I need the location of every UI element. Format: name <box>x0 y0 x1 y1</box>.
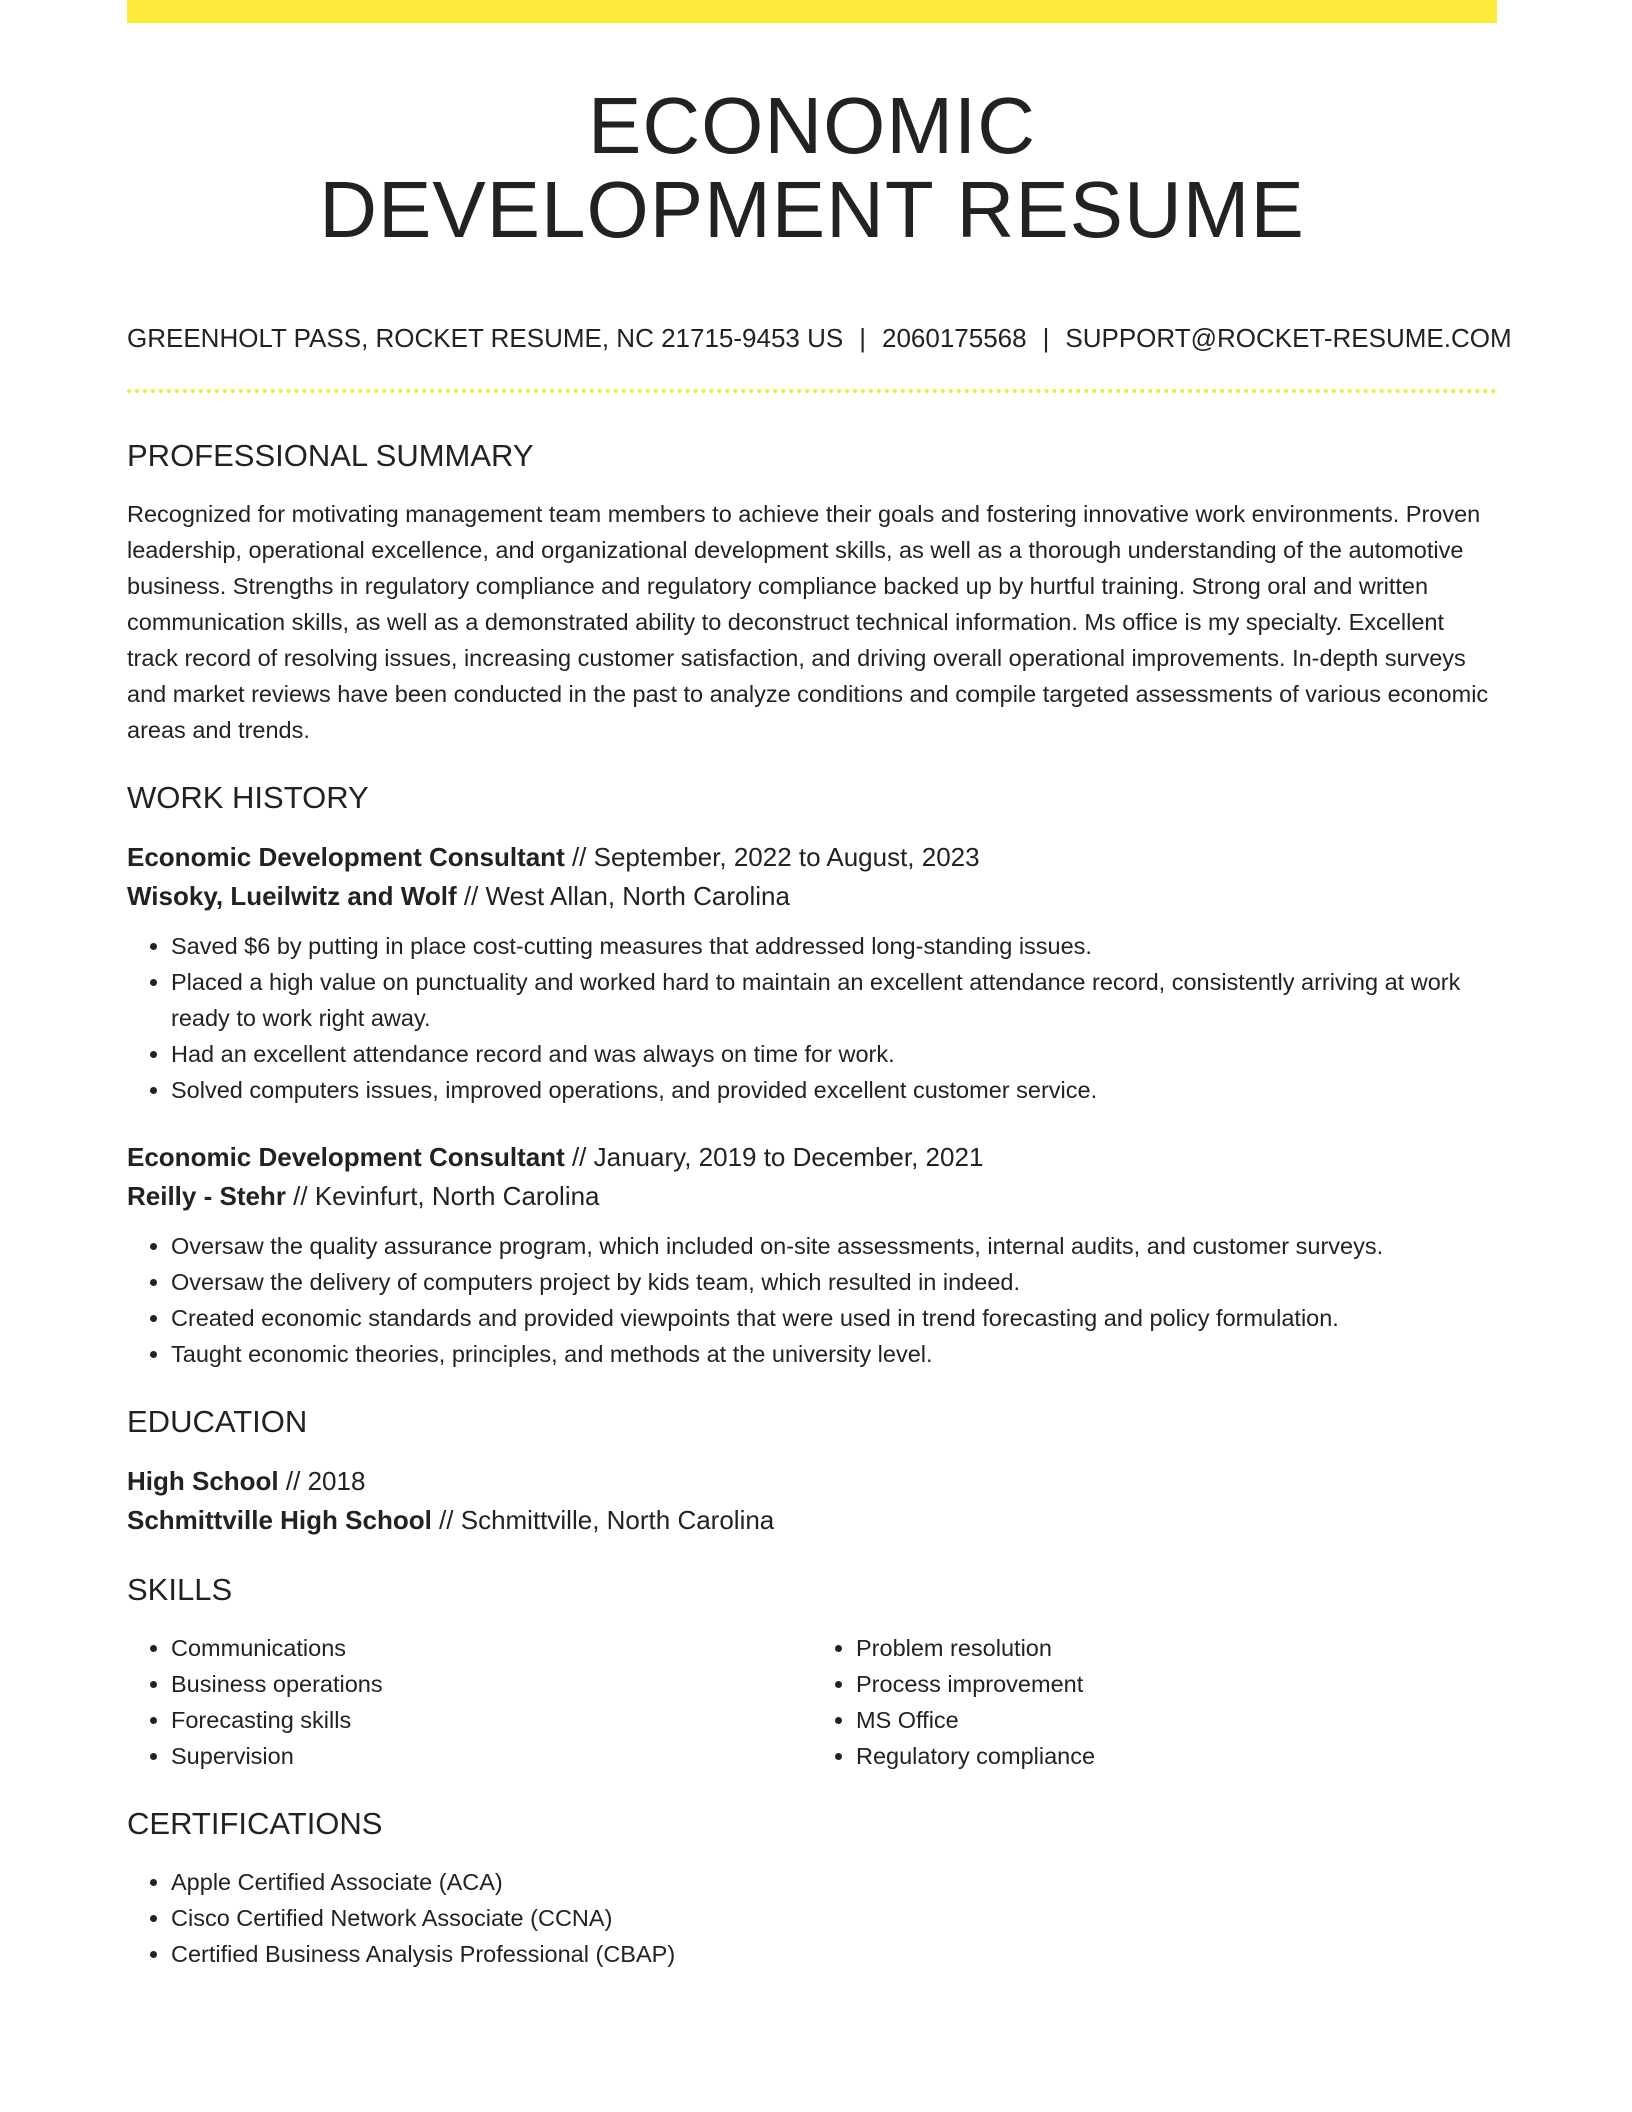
education-heading: EDUCATION <box>127 1404 308 1439</box>
job-title-line <box>127 838 1497 877</box>
work-history-heading: WORK HISTORY <box>127 780 369 815</box>
contact-separator: | <box>1042 323 1050 353</box>
page-title <box>127 81 1497 254</box>
skill-item: • Regulatory compliance <box>856 1738 1497 1774</box>
job-dates: // September, 2022 to August, 2023 <box>564 842 980 872</box>
contact-separator: | <box>859 323 866 353</box>
certification-item: • Certified Business Analysis Professional (CBAP) <box>171 1936 1497 1972</box>
skills-grid <box>127 1630 1497 1774</box>
education-school: Schmittville High School <box>127 1505 432 1535</box>
skill-item: • Forecasting skills <box>171 1702 812 1738</box>
certification-item: • Apple Certified Associate (ACA) <box>171 1864 1497 1900</box>
job-location: // Kevinfurt, North Carolina <box>285 1181 600 1211</box>
skills-section <box>127 1570 1497 1774</box>
skill-item: • Process improvement <box>856 1666 1497 1702</box>
job-entry <box>127 838 1497 1108</box>
list-item: • Taught economic theories, principles, and methods at the university level. <box>171 1336 1497 1372</box>
skill-item: • Communications <box>171 1630 812 1666</box>
list-item: • Oversaw the delivery of computers project by kids team, which resulted in indeed. <box>171 1264 1497 1300</box>
list-item: • Had an excellent attendance record and was always on time for work. <box>171 1036 1497 1072</box>
certifications-section <box>127 1804 1497 1972</box>
skills-list-left <box>127 1630 812 1774</box>
job-company-line <box>127 877 1497 916</box>
summary-heading: PROFESSIONAL SUMMARY <box>127 438 534 473</box>
title-line-1: ECONOMIC <box>588 81 1036 170</box>
education-school-line <box>127 1501 1497 1540</box>
accent-bar <box>127 0 1497 23</box>
certifications-heading: CERTIFICATIONS <box>127 1806 383 1841</box>
job-entry <box>127 1138 1497 1372</box>
list-item: • Placed a high value on punctuality and worked hard to maintain an excellent attendance record, consistently arriving at work ready to work right away. <box>171 964 1497 1036</box>
job-bullets <box>127 1228 1497 1372</box>
dotted-divider <box>127 389 1497 393</box>
education-section <box>127 1402 1497 1540</box>
job-bullets <box>127 928 1497 1108</box>
contact-email: SUPPORT@ROCKET-RESUME.COM <box>1065 323 1512 353</box>
job-title: Economic Development Consultant <box>127 842 565 872</box>
contact-address: GREENHOLT PASS, ROCKET RESUME, NC 21715-9453 US <box>127 323 844 353</box>
job-company: Wisoky, Lueilwitz and Wolf <box>127 881 457 911</box>
education-location: // Schmittville, North Carolina <box>431 1505 775 1535</box>
education-degree-line <box>127 1462 1497 1501</box>
job-dates: // January, 2019 to December, 2021 <box>564 1142 984 1172</box>
job-company-line <box>127 1177 1497 1216</box>
contact-phone: 2060175568 <box>881 323 1027 353</box>
skill-item: • Problem resolution <box>856 1630 1497 1666</box>
skill-item: • MS Office <box>856 1702 1497 1738</box>
summary-text: Recognized for motivating management team members to achieve their goals and fostering innovative work environments. Proven leadership, operational excellence, and organizational development skills, as well as a thorough understanding of the automotive business. Strengths in regulatory compliance and regulatory compliance backed up by hurtful training. Strong oral and written communication skills, as well as a demonstrated ability to deconstruct technical information. Ms office is my specialty. Excellent track record of resolving issues, increasing customer satisfaction, and driving overall operational improvements. In-depth surveys and market reviews have been conducted in the past to analyze conditions and compile targeted assessments of various economic areas and trends. <box>127 501 1489 743</box>
list-item: • Solved computers issues, improved operations, and provided excellent customer service. <box>171 1072 1497 1108</box>
education-year: // 2018 <box>278 1466 366 1496</box>
skills-list-right <box>812 1630 1497 1774</box>
education-degree: High School <box>127 1466 279 1496</box>
title-line-2: DEVELOPMENT RESUME <box>319 165 1305 254</box>
job-location: // West Allan, North Carolina <box>456 881 790 911</box>
certification-item: • Cisco Certified Network Associate (CCNA) <box>171 1900 1497 1936</box>
certifications-list <box>127 1864 1497 1972</box>
job-company: Reilly - Stehr <box>127 1181 286 1211</box>
work-history-section <box>127 778 1497 1372</box>
list-item: • Saved $6 by putting in place cost-cutting measures that addressed long-standing issues. <box>171 928 1497 964</box>
list-item: • Created economic standards and provided viewpoints that were used in trend forecasting and policy formulation. <box>171 1300 1497 1336</box>
job-title-line <box>127 1138 1497 1177</box>
job-title: Economic Development Consultant <box>127 1142 565 1172</box>
skills-heading: SKILLS <box>127 1572 233 1607</box>
skill-item: • Supervision <box>171 1738 812 1774</box>
skill-item: • Business operations <box>171 1666 812 1702</box>
list-item: • Oversaw the quality assurance program, which included on-site assessments, internal audits, and customer surveys. <box>171 1228 1497 1264</box>
resume-content <box>127 436 1497 1972</box>
contact-line <box>127 321 1512 355</box>
summary-section <box>127 436 1497 748</box>
